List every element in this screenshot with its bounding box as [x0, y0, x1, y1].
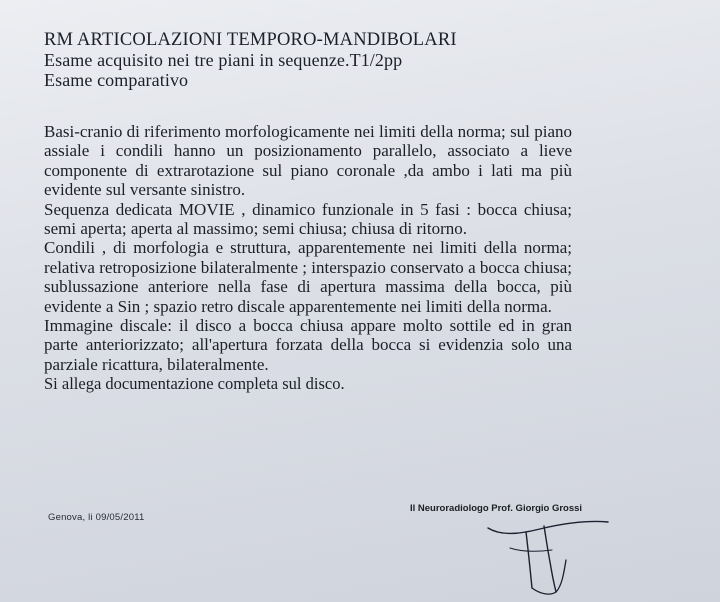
place-date: Genova, li 09/05/2011 — [48, 512, 145, 523]
report-body — [44, 122, 572, 394]
closing-line: Si allega documentazione completa sul disco. — [44, 374, 345, 394]
signatory-name: Il Neuroradiologo Prof. Giorgio Grossi — [410, 503, 583, 514]
paragraph-condyles: Condili , di morfologia e struttura, apparentemente nei limiti della norma; relativa retroposizione bilateralmente ; interspazio conservato a bocca chiusa; sublussazione anteriore nella fase di apertura massima della bocca, più evidente a Sin ; spazio retro discale apparentemente nei limiti della norma. — [44, 238, 572, 316]
report-title: RM ARTICOLAZIONI TEMPORO-MANDIBOLARI — [44, 30, 457, 50]
acquisition-line: Esame acquisito nei tre piani in sequenze.T1/2pp — [44, 50, 403, 70]
paragraph-basicranio: Basi-cranio di riferimento morfologicamente nei limiti della norma; sul piano assiale i condili hanno un posizionamento parallelo, associato a lieve componente di extrarotazione sul piano coronale ,da ambo i lati ma più evidente sul versante sinistro. — [44, 122, 572, 200]
exam-type-line: Esame comparativo — [44, 70, 189, 90]
handwritten-signature — [470, 508, 630, 598]
paragraph-movie-sequence: Sequenza dedicata MOVIE , dinamico funzionale in 5 fasi : bocca chiusa; semi aperta; aperta al massimo; semi chiusa; chiusa di ritorno. — [44, 199, 572, 239]
report-header — [44, 30, 686, 90]
paragraph-disc-image: Immagine discale: il disco a bocca chiusa appare molto sottile ed in gran parte anteriorizzato; all'apertura forzata della bocca si evidenzia solo una parziale ricattura, bilateralmente. — [44, 316, 572, 374]
